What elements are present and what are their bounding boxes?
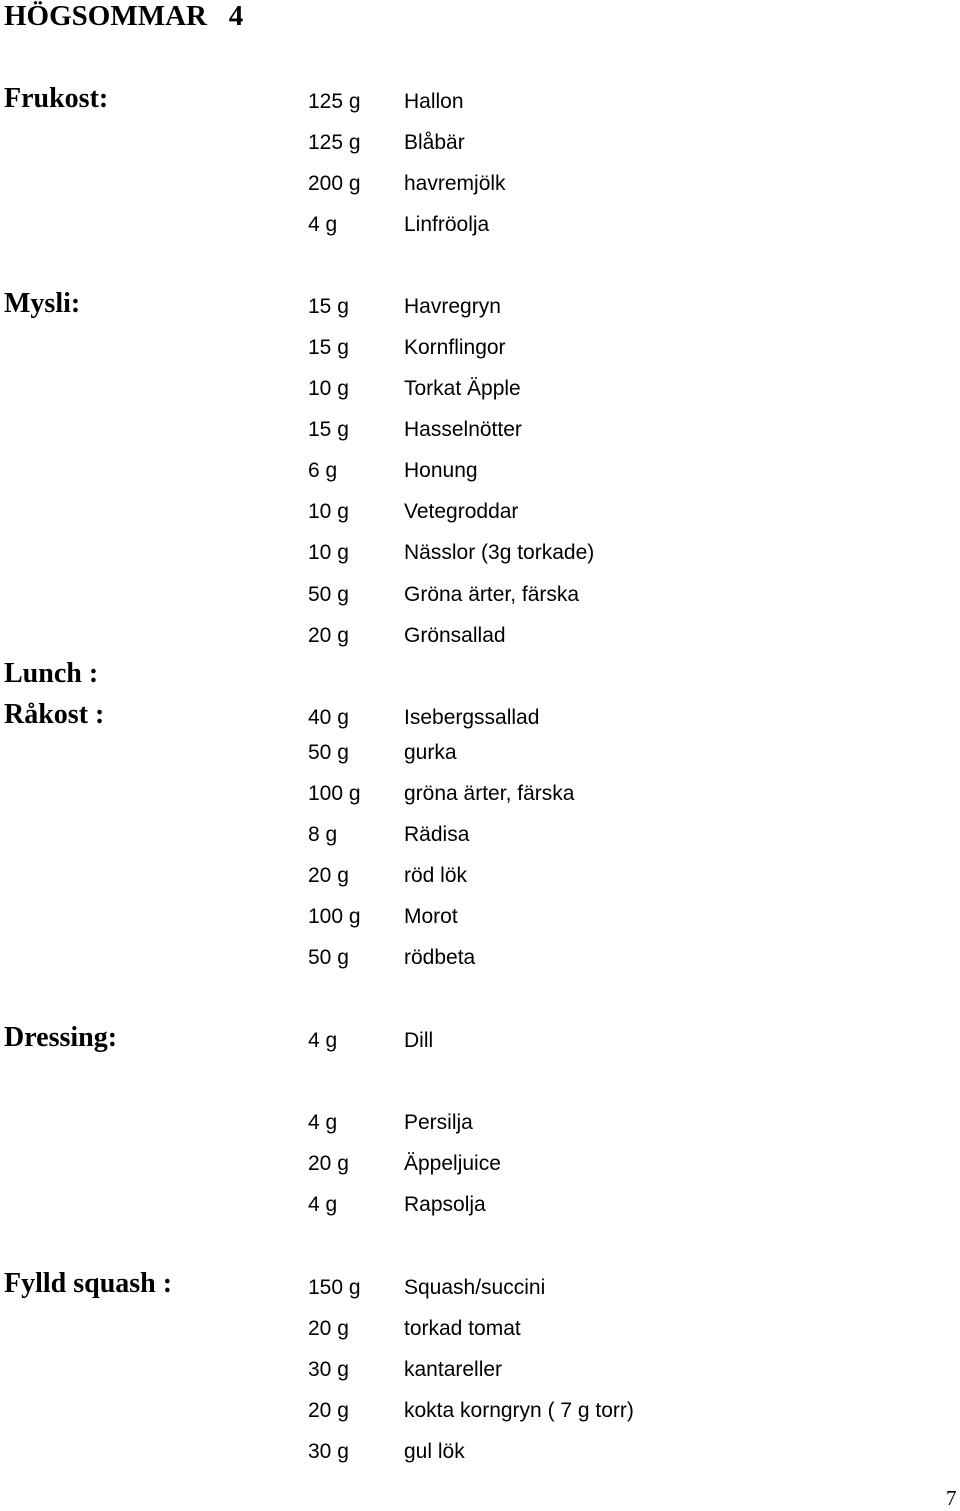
ingredient-quantity: 4 g [308,213,338,236]
ingredient-name: Vetegroddar [404,500,519,523]
ingredient-name: röd lök [404,864,468,887]
ingredient-quantity: 20 g [308,1152,349,1175]
section-label-dressing: Dressing: [4,1022,118,1053]
ingredient-quantity: 10 g [308,541,349,564]
ingredient-name: gröna ärter, färska [404,782,575,805]
ingredient-quantity: 150 g [308,1276,361,1299]
ingredient-name: rödbeta [404,946,476,969]
ingredient-quantity: 200 g [308,172,361,195]
ingredient-quantity: 10 g [308,377,349,400]
ingredient-name: Rädisa [404,823,470,846]
ingredient-name: Isebergssallad [404,706,540,729]
ingredient-quantity: 20 g [308,1317,349,1340]
ingredient-quantity: 20 g [308,864,349,887]
page-number: 7 [946,1486,957,1510]
ingredient-name: kokta korngryn ( 7 g torr) [404,1399,634,1422]
ingredient-quantity: 4 g [308,1193,338,1216]
page-title: HÖGSOMMAR 4 [4,0,244,32]
ingredient-quantity: 125 g [308,131,361,154]
ingredient-quantity: 20 g [308,624,349,647]
ingredient-name: Kornflingor [404,336,506,359]
ingredient-name: Squash/succini [404,1276,546,1299]
ingredient-name: Morot [404,905,458,928]
ingredient-name: Grönsallad [404,624,506,647]
ingredient-name: Gröna ärter, färska [404,583,580,606]
ingredient-quantity: 15 g [308,336,349,359]
section-label-mysli: Mysli: [4,288,81,319]
ingredient-quantity: 125 g [308,90,361,113]
ingredient-quantity: 20 g [308,1399,349,1422]
section-label-rakost: Råkost : [4,699,105,730]
ingredient-quantity: 15 g [308,295,349,318]
ingredient-quantity: 50 g [308,741,349,764]
ingredient-name: Dill [404,1029,434,1052]
ingredient-name: kantareller [404,1358,503,1381]
ingredient-name: Persilja [404,1111,473,1134]
ingredient-name: Havregryn [404,295,501,318]
ingredient-name: Torkat Äpple [404,377,521,400]
ingredient-name: Linfröolja [404,213,490,236]
ingredient-name: Blåbär [404,131,465,154]
ingredient-name: Äppeljuice [404,1152,501,1175]
ingredient-name: Hallon [404,90,464,113]
ingredient-quantity: 4 g [308,1029,338,1052]
section-label-frukost: Frukost: [4,83,109,114]
ingredient-name: Honung [404,459,478,482]
ingredient-quantity: 30 g [308,1440,349,1463]
ingredient-name: Hasselnötter [404,418,522,441]
ingredient-quantity: 50 g [308,583,349,606]
ingredient-quantity: 50 g [308,946,349,969]
ingredient-quantity: 30 g [308,1358,349,1381]
ingredient-name: Nässlor (3g torkade) [404,541,595,564]
ingredient-quantity: 15 g [308,418,349,441]
ingredient-quantity: 8 g [308,823,338,846]
ingredient-quantity: 10 g [308,500,349,523]
ingredient-name: gul lök [404,1440,465,1463]
ingredient-quantity: 100 g [308,782,361,805]
ingredient-name: torkad tomat [404,1317,521,1340]
ingredient-quantity: 4 g [308,1111,338,1134]
ingredient-name: gurka [404,741,457,764]
ingredient-quantity: 40 g [308,706,349,729]
ingredient-name: Rapsolja [404,1193,486,1216]
section-label-lunch: Lunch : [4,658,99,689]
section-label-fylld-squash: Fylld squash : [4,1268,173,1299]
ingredient-quantity: 6 g [308,459,338,482]
ingredient-name: havremjölk [404,172,506,195]
ingredient-quantity: 100 g [308,905,361,928]
